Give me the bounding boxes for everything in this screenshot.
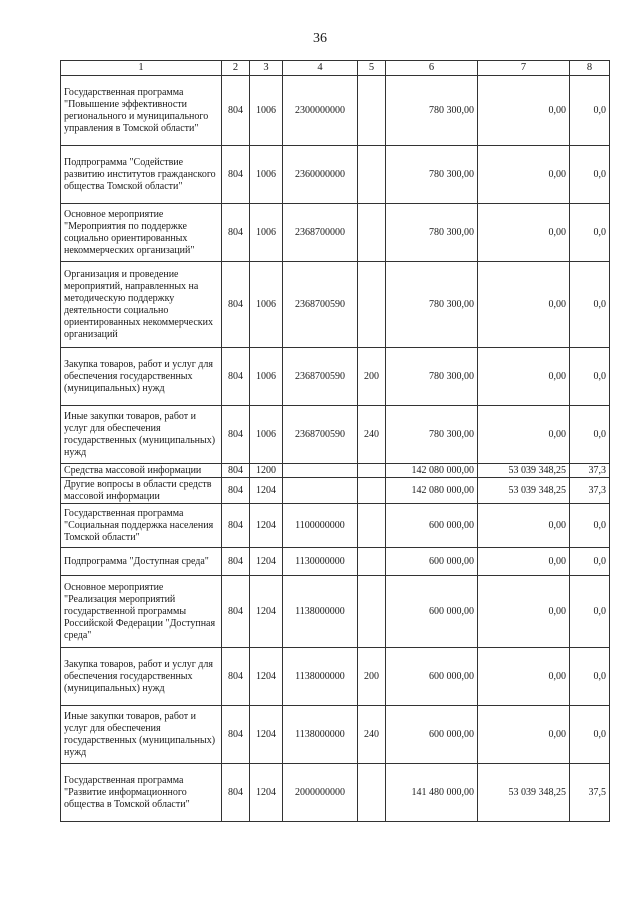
- actual-amount-cell: 53 039 348,25: [478, 764, 570, 822]
- percent-cell: 0,0: [570, 406, 610, 464]
- target-article-cell: 2368700000: [283, 204, 358, 262]
- table-row: [61, 76, 610, 146]
- section-cell: 1204: [250, 648, 283, 706]
- code-cell: 804: [222, 146, 250, 204]
- expense-type-cell: 200: [358, 648, 386, 706]
- percent-cell: 0,0: [570, 706, 610, 764]
- target-article-cell: 1100000000: [283, 504, 358, 548]
- table-row: [61, 464, 610, 478]
- code-cell: 804: [222, 504, 250, 548]
- percent-cell: 0,0: [570, 204, 610, 262]
- target-article-cell: 1138000000: [283, 706, 358, 764]
- expense-type-cell: [358, 204, 386, 262]
- plan-amount-cell: 600 000,00: [386, 576, 478, 648]
- row-name-cell: Основное мероприятие "Реализация мероприятий государственной программы Российской Федерации "Доступная среда": [61, 576, 222, 648]
- table-row: [61, 406, 610, 464]
- expense-type-cell: 200: [358, 348, 386, 406]
- target-article-cell: 1130000000: [283, 548, 358, 576]
- row-name-cell: Средства массовой информации: [61, 464, 222, 478]
- actual-amount-cell: 0,00: [478, 76, 570, 146]
- section-cell: 1204: [250, 576, 283, 648]
- expense-type-cell: [358, 262, 386, 348]
- target-article-cell: 2300000000: [283, 76, 358, 146]
- actual-amount-cell: 0,00: [478, 204, 570, 262]
- expense-type-cell: 240: [358, 406, 386, 464]
- row-name-cell: Государственная программа "Повышение эффективности регионального и муниципального управления в Томской области": [61, 76, 222, 146]
- plan-amount-cell: 780 300,00: [386, 76, 478, 146]
- row-name-cell: Иные закупки товаров, работ и услуг для обеспечения государственных (муниципальных) нужд: [61, 706, 222, 764]
- header-cell: 4: [283, 61, 358, 76]
- percent-cell: 37,3: [570, 464, 610, 478]
- plan-amount-cell: 780 300,00: [386, 146, 478, 204]
- header-cell: 8: [570, 61, 610, 76]
- target-article-cell: 2000000000: [283, 764, 358, 822]
- code-cell: 804: [222, 76, 250, 146]
- expense-type-cell: [358, 76, 386, 146]
- row-name-cell: Государственная программа "Развитие информационного общества в Томской области": [61, 764, 222, 822]
- code-cell: 804: [222, 406, 250, 464]
- row-name-cell: Иные закупки товаров, работ и услуг для обеспечения государственных (муниципальных) нужд: [61, 406, 222, 464]
- target-article-cell: [283, 478, 358, 504]
- target-article-cell: 2368700590: [283, 348, 358, 406]
- plan-amount-cell: 780 300,00: [386, 262, 478, 348]
- section-cell: 1204: [250, 548, 283, 576]
- section-cell: 1204: [250, 706, 283, 764]
- table-row: [61, 576, 610, 648]
- plan-amount-cell: 600 000,00: [386, 548, 478, 576]
- section-cell: 1006: [250, 204, 283, 262]
- expense-type-cell: [358, 478, 386, 504]
- percent-cell: 0,0: [570, 348, 610, 406]
- actual-amount-cell: 53 039 348,25: [478, 478, 570, 504]
- code-cell: 804: [222, 548, 250, 576]
- section-cell: 1006: [250, 348, 283, 406]
- row-name-cell: Подпрограмма "Содействие развитию институтов гражданского общества Томской области": [61, 146, 222, 204]
- code-cell: 804: [222, 262, 250, 348]
- row-name-cell: Подпрограмма "Доступная среда": [61, 548, 222, 576]
- page-number: 36: [313, 31, 327, 46]
- target-article-cell: 1138000000: [283, 576, 358, 648]
- plan-amount-cell: 780 300,00: [386, 348, 478, 406]
- actual-amount-cell: 53 039 348,25: [478, 464, 570, 478]
- table-row: [61, 648, 610, 706]
- table-row: [61, 548, 610, 576]
- budget-table: [60, 60, 610, 822]
- percent-cell: 0,0: [570, 648, 610, 706]
- actual-amount-cell: 0,00: [478, 262, 570, 348]
- percent-cell: 37,5: [570, 764, 610, 822]
- actual-amount-cell: 0,00: [478, 406, 570, 464]
- table-row: [61, 478, 610, 504]
- plan-amount-cell: 142 080 000,00: [386, 464, 478, 478]
- code-cell: 804: [222, 648, 250, 706]
- header-cell: 3: [250, 61, 283, 76]
- actual-amount-cell: 0,00: [478, 504, 570, 548]
- section-cell: 1200: [250, 464, 283, 478]
- percent-cell: 0,0: [570, 146, 610, 204]
- percent-cell: 0,0: [570, 76, 610, 146]
- section-cell: 1204: [250, 478, 283, 504]
- expense-type-cell: 240: [358, 706, 386, 764]
- target-article-cell: [283, 464, 358, 478]
- code-cell: 804: [222, 464, 250, 478]
- section-cell: 1006: [250, 146, 283, 204]
- actual-amount-cell: 0,00: [478, 548, 570, 576]
- plan-amount-cell: 600 000,00: [386, 648, 478, 706]
- row-name-cell: Закупка товаров, работ и услуг для обеспечения государственных (муниципальных) нужд: [61, 648, 222, 706]
- table-row: [61, 348, 610, 406]
- percent-cell: 0,0: [570, 504, 610, 548]
- header-row: [61, 61, 610, 76]
- header-cell: 2: [222, 61, 250, 76]
- actual-amount-cell: 0,00: [478, 146, 570, 204]
- target-article-cell: 2368700590: [283, 406, 358, 464]
- section-cell: 1204: [250, 764, 283, 822]
- section-cell: 1006: [250, 406, 283, 464]
- row-name-cell: Основное мероприятие "Мероприятия по поддержке социально ориентированных некоммерческих организаций": [61, 204, 222, 262]
- table-row: [61, 204, 610, 262]
- code-cell: 804: [222, 706, 250, 764]
- actual-amount-cell: 0,00: [478, 348, 570, 406]
- section-cell: 1006: [250, 76, 283, 146]
- table-row: [61, 146, 610, 204]
- row-name-cell: Организация и проведение мероприятий, направленных на методическую поддержку деятельности социально ориентированных некоммерческих организаций: [61, 262, 222, 348]
- percent-cell: 0,0: [570, 262, 610, 348]
- target-article-cell: 2368700590: [283, 262, 358, 348]
- code-cell: 804: [222, 478, 250, 504]
- percent-cell: 0,0: [570, 576, 610, 648]
- code-cell: 804: [222, 204, 250, 262]
- row-name-cell: Закупка товаров, работ и услуг для обеспечения государственных (муниципальных) нужд: [61, 348, 222, 406]
- expense-type-cell: [358, 548, 386, 576]
- expense-type-cell: [358, 764, 386, 822]
- table-row: [61, 504, 610, 548]
- table-row: [61, 262, 610, 348]
- plan-amount-cell: 142 080 000,00: [386, 478, 478, 504]
- expense-type-cell: [358, 464, 386, 478]
- plan-amount-cell: 141 480 000,00: [386, 764, 478, 822]
- row-name-cell: Другие вопросы в области средств массовой информации: [61, 478, 222, 504]
- header-cell: 7: [478, 61, 570, 76]
- expense-type-cell: [358, 504, 386, 548]
- code-cell: 804: [222, 764, 250, 822]
- code-cell: 804: [222, 576, 250, 648]
- target-article-cell: 1138000000: [283, 648, 358, 706]
- plan-amount-cell: 600 000,00: [386, 504, 478, 548]
- section-cell: 1204: [250, 504, 283, 548]
- section-cell: 1006: [250, 262, 283, 348]
- plan-amount-cell: 780 300,00: [386, 204, 478, 262]
- target-article-cell: 2360000000: [283, 146, 358, 204]
- table-row: [61, 764, 610, 822]
- header-cell: 6: [386, 61, 478, 76]
- expense-type-cell: [358, 576, 386, 648]
- code-cell: 804: [222, 348, 250, 406]
- plan-amount-cell: 780 300,00: [386, 406, 478, 464]
- header-cell: 1: [61, 61, 222, 76]
- actual-amount-cell: 0,00: [478, 706, 570, 764]
- actual-amount-cell: 0,00: [478, 576, 570, 648]
- actual-amount-cell: 0,00: [478, 648, 570, 706]
- table-row: [61, 706, 610, 764]
- percent-cell: 0,0: [570, 548, 610, 576]
- plan-amount-cell: 600 000,00: [386, 706, 478, 764]
- percent-cell: 37,3: [570, 478, 610, 504]
- row-name-cell: Государственная программа "Социальная поддержка населения Томской области": [61, 504, 222, 548]
- header-cell: 5: [358, 61, 386, 76]
- expense-type-cell: [358, 146, 386, 204]
